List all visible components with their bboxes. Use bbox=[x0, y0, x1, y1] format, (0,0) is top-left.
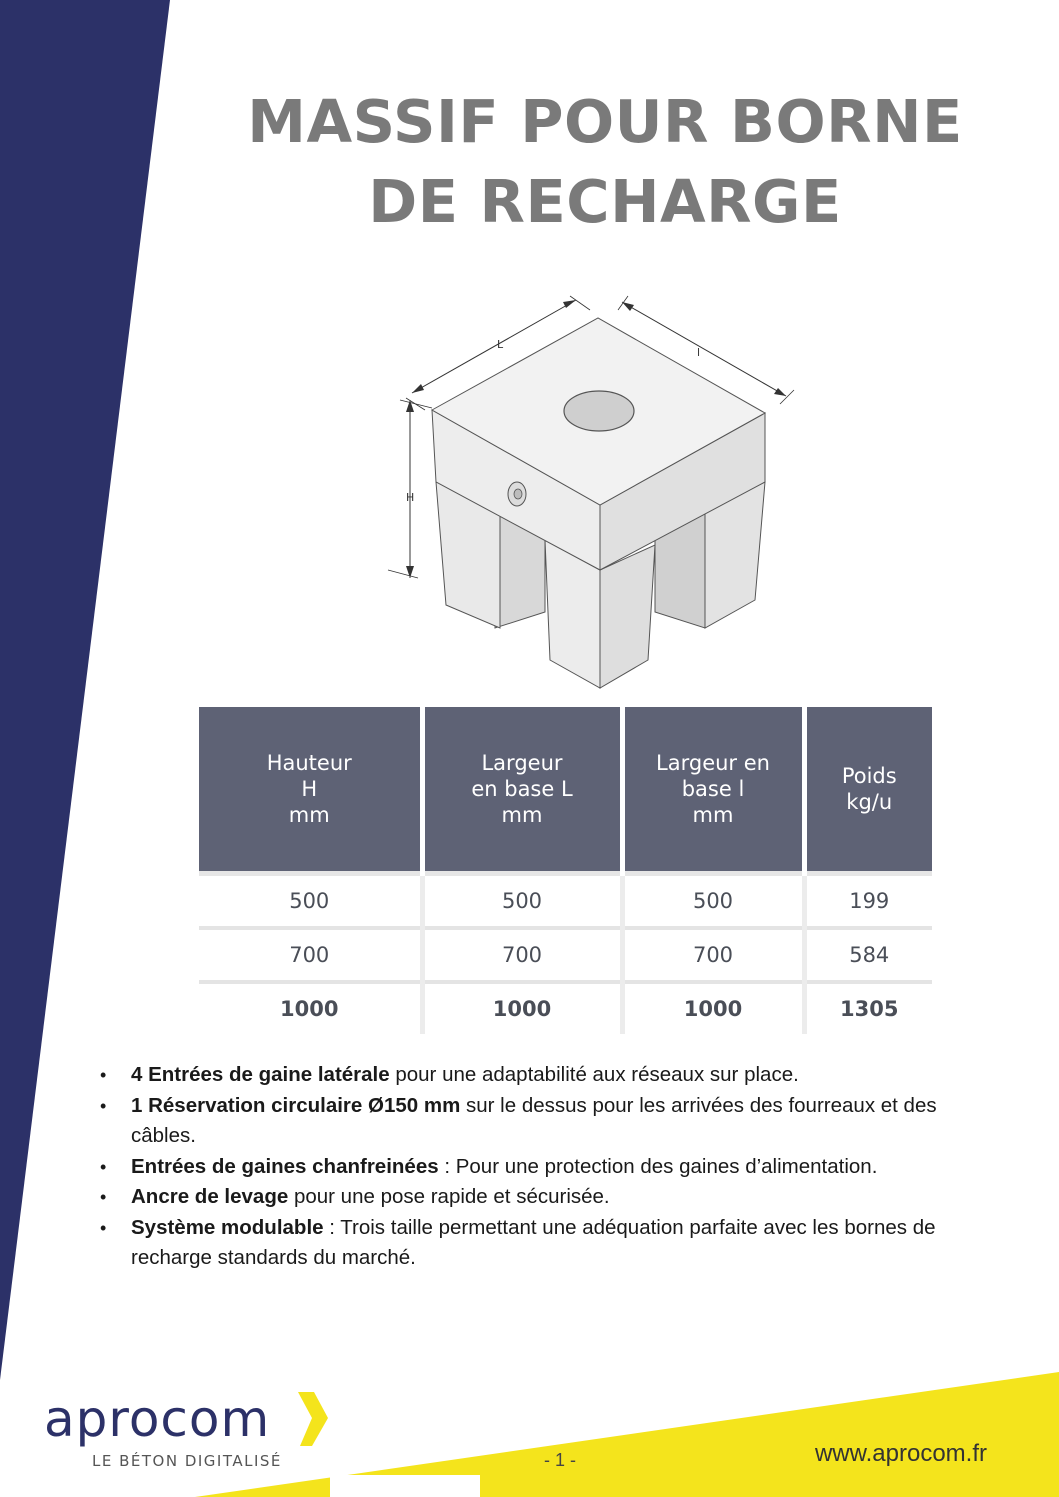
bullet-icon: • bbox=[100, 1095, 107, 1116]
list-item: • Ancre de levage pour une pose rapide et sécurisée. bbox=[98, 1182, 998, 1213]
top-reservation-hole bbox=[564, 391, 634, 431]
specs-table bbox=[199, 707, 932, 1034]
table-cell: 1305 bbox=[804, 982, 932, 1034]
table-cell: 500 bbox=[622, 874, 804, 929]
header-poids: Poids kg/u bbox=[804, 707, 932, 874]
title-line-2: DE RECHARGE bbox=[368, 167, 842, 236]
logo-chevron-icon bbox=[294, 1392, 330, 1448]
header-largeur-L: Largeur en base L mm bbox=[422, 707, 622, 874]
list-item: • 1 Réservation circulaire Ø150 mm sur le dessus pour les arrivées des fourreaux et des câbles. bbox=[98, 1091, 998, 1152]
logo-tagline: LE BÉTON DIGITALISÉ bbox=[92, 1452, 282, 1470]
table-cell: 700 bbox=[622, 928, 804, 982]
table-cell: 700 bbox=[199, 928, 422, 982]
table-cell: 1000 bbox=[422, 982, 622, 1034]
bullet-icon: • bbox=[100, 1065, 107, 1085]
bullet-icon: • bbox=[100, 1217, 107, 1238]
side-entry-inner bbox=[514, 489, 522, 499]
bullet-icon: • bbox=[100, 1156, 107, 1177]
table-row bbox=[199, 982, 932, 1034]
logo-wordmark: aprocom bbox=[44, 1390, 271, 1448]
table-cell: 500 bbox=[199, 874, 422, 929]
table-cell: 500 bbox=[422, 874, 622, 929]
bullet-icon: • bbox=[100, 1187, 107, 1207]
dimension-label-length: L bbox=[497, 338, 504, 351]
table-cell: 1000 bbox=[622, 982, 804, 1034]
page-title bbox=[170, 82, 1040, 242]
white-footer-patch bbox=[330, 1475, 480, 1497]
table-row bbox=[199, 874, 932, 929]
table-cell: 1000 bbox=[199, 982, 422, 1034]
header-largeur-l: Largeur en base l mm bbox=[622, 707, 804, 874]
title-line-1: MASSIF POUR BORNE bbox=[247, 87, 963, 156]
feature-list bbox=[98, 1060, 998, 1274]
list-item: • 4 Entrées de gaine latérale pour une adaptabilité aux réseaux sur place. bbox=[98, 1060, 998, 1091]
front-leg-side bbox=[600, 545, 655, 688]
list-item: • Système modulable : Trois taille permettant une adéquation parfaite avec les bornes de recharge standards du marché. bbox=[98, 1213, 998, 1274]
header-hauteur: Hauteur H mm bbox=[199, 707, 422, 874]
aprocom-logo bbox=[44, 1390, 344, 1480]
product-illustration bbox=[380, 292, 800, 692]
dimension-label-height: H bbox=[406, 491, 415, 504]
website-link[interactable]: www.aprocom.fr bbox=[814, 1440, 987, 1467]
table-row bbox=[199, 928, 932, 982]
table-cell: 700 bbox=[422, 928, 622, 982]
table-cell: 199 bbox=[804, 874, 932, 929]
list-item: • Entrées de gaines chanfreinées : Pour une protection des gaines d’alimentation. bbox=[98, 1152, 998, 1183]
table-header-row bbox=[199, 707, 932, 874]
dimension-label-width: l bbox=[697, 346, 701, 359]
page-number: - 1 - bbox=[543, 1450, 576, 1470]
table-cell: 584 bbox=[804, 928, 932, 982]
